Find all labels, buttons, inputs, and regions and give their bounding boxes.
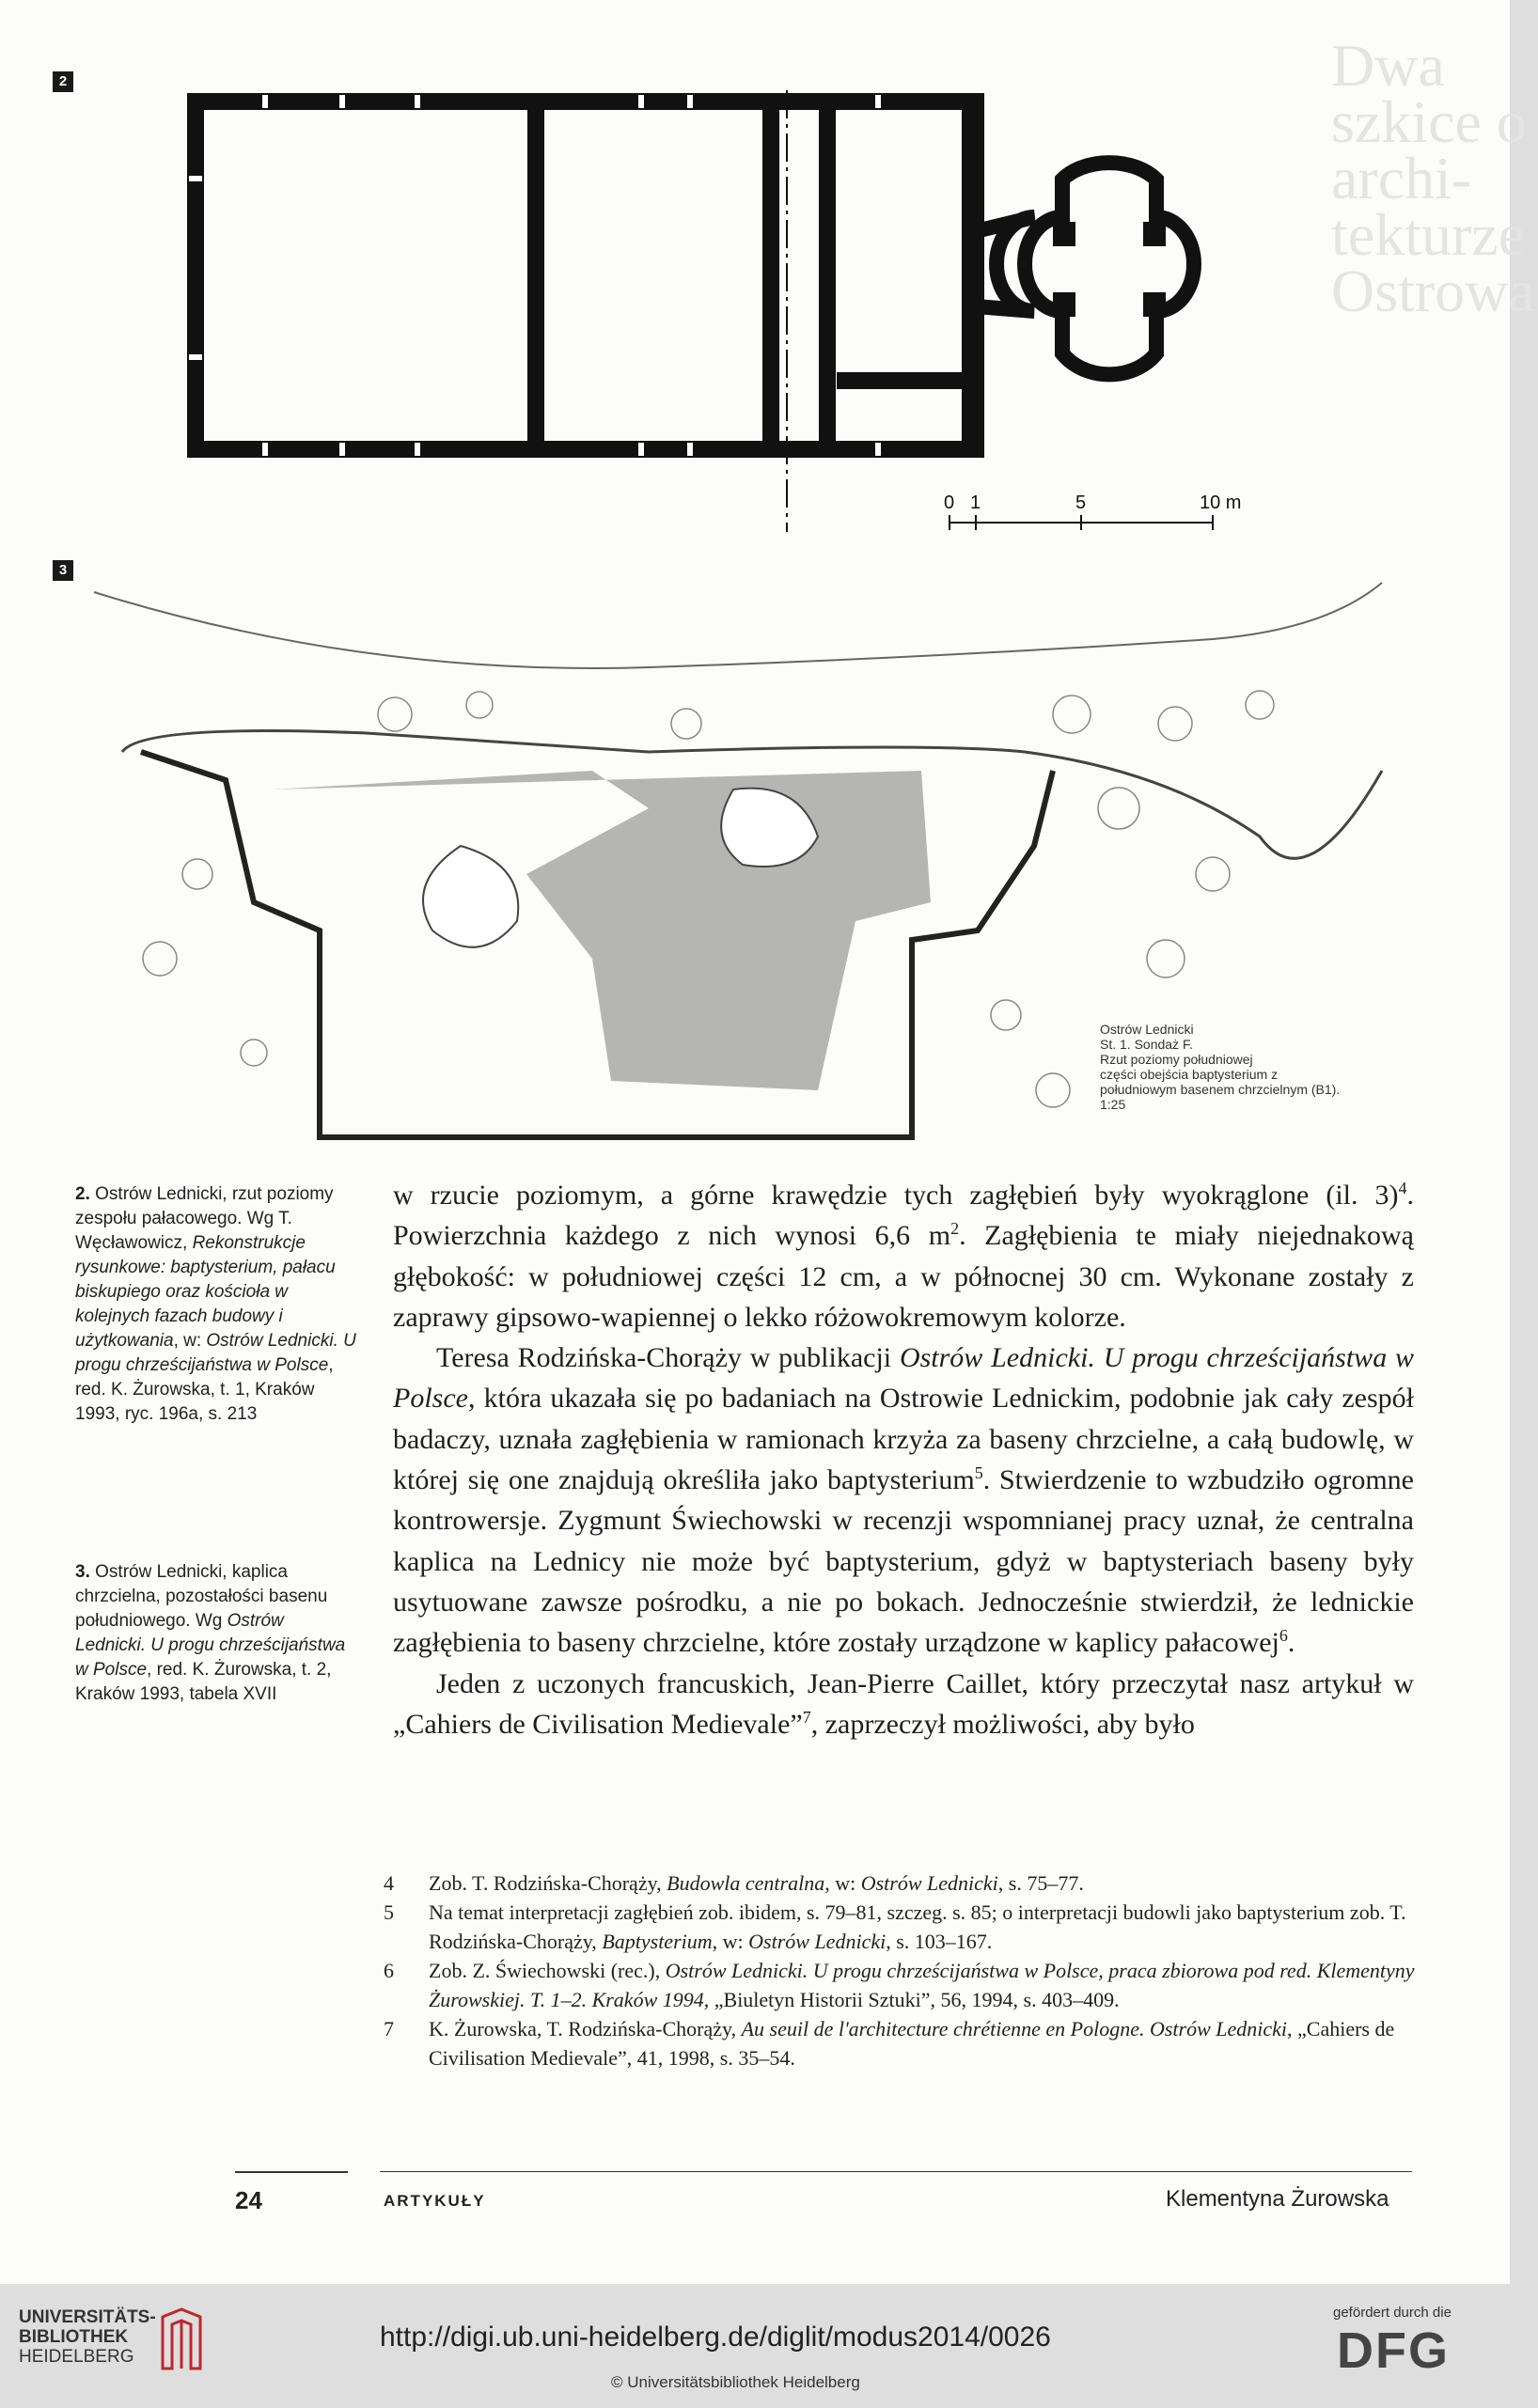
footer-rule: [380, 2171, 1412, 2172]
caption-text: , red. K. Żurowska, t. 2, Kraków 1993, tabela XVII: [75, 1660, 332, 1704]
footnotes: [384, 1869, 1418, 2072]
dfg-caption: gefördert durch die: [1333, 2305, 1452, 2321]
caption-figure-2: [75, 1182, 357, 1427]
footnote-5: 5 Na temat interpretacji zagłębień zob. ibidem, s. 79–81, szczeg. s. 85; o interpretacji budowli jako baptysterium zob. T. Rodzińska-Chorąży, Baptysterium, w: Ostrów Lednicki, s. 103–167.: [384, 1900, 1406, 1953]
legend-line: St. 1. Sondaż F.: [1100, 1037, 1193, 1052]
scale-label-5: 5: [1075, 493, 1087, 513]
bleed-through-text: Dwa szkice o architekturze Ostrowa: [1331, 32, 1535, 324]
library-name: UNIVERSITÄTS- BIBLIOTHEK HEIDELBERG: [19, 2307, 156, 2367]
legend-line: południowym basenem chrzcielnym (B1).: [1100, 1082, 1341, 1097]
caption-text: Ostrów Lednicki, rzut poziomy zespołu pałacowego. Wg T. Węcławowicz,: [75, 1184, 334, 1253]
caption-text: , red. K. Żurowska, t. 1, Kraków 1993, ryc. 196a, s. 213: [75, 1355, 334, 1424]
legend-line: części obejścia baptysterium z: [1100, 1067, 1279, 1082]
footnote-4: 4 Zob. T. Rodzińska-Chorąży, Budowla centralna, w: Ostrów Lednicki, s. 75–77.: [384, 1871, 1084, 1895]
figure-2-floor-plan: [179, 90, 1344, 551]
figure-3-number: 3: [53, 560, 73, 581]
caption-text: Ostrów Lednicki, kaplica chrzcielna, pozostałości basenu południowego. Wg: [75, 1562, 328, 1631]
footnote-6: 6 Zob. Z. Świechowski (rec.), Ostrów Lednicki. U progu chrześcijaństwa w Polsce, praca zbiorowa pod red. Klementyny Żurowskiej. T. 1–2. Kraków 1994, „Biuletyn Historii Sztuki”, 56, 1994, s. 403–409.: [384, 1959, 1415, 2011]
legend-line: Rzut poziomy południowej: [1100, 1052, 1253, 1067]
author-name: Klementyna Żurowska: [1166, 2186, 1389, 2212]
caption-figure-3: [75, 1560, 357, 1707]
footer-rule-left: [235, 2171, 348, 2173]
figure-3-legend: [1100, 1022, 1340, 1112]
figure-2-number: 2: [53, 71, 73, 92]
page-number: 24: [235, 2186, 262, 2214]
legend-line: Ostrów Lednicki: [1100, 1022, 1194, 1037]
legend-line: 1:25: [1100, 1097, 1126, 1112]
scale-label-0: 0: [944, 493, 955, 513]
library-logo-icon: [158, 2307, 205, 2373]
copyright: © Universitätsbibliothek Heidelberg: [611, 2373, 860, 2391]
paragraph: Jeden z uczonych francuskich, Jean-Pierre Caillet, który przeczytał nasz artykuł w „Cahiers de Civilisation Medievale”$^7$, zaprzeczył możliwości, aby było: [393, 1667, 1414, 1740]
scale-label-10: 10 m: [1200, 493, 1242, 513]
caption-italic: Ostrów Lednicki. U progu chrześcijaństwa w Polsce: [75, 1331, 356, 1375]
caption-italic: Ostrów Lednicki. U progu chrześcijaństwa w Polsce: [75, 1611, 346, 1680]
caption-italic: Rekonstrukcje rysunkowe: baptysterium, pałacu biskupiego oraz kościoła w kolejnych fazach budowy i użytkowania: [75, 1233, 336, 1351]
scale-label-1: 1: [970, 493, 981, 513]
dfg-logo: DFG: [1337, 2322, 1450, 2379]
footnote-7: 7 K. Żurowska, T. Rodzińska-Chorąży, Au seuil de l'architecture chrétienne en Pologne. Ostrów Lednicki, „Cahiers de Civilisation Medievale”, 41, 1998, s. 35–54.: [384, 2017, 1395, 2070]
article-body: [393, 1175, 1414, 1744]
paragraph: Teresa Rodzińska-Chorąży w publikacji Ostrów Lednicki. U progu chrześcijaństwa w Polsce, która ukazała się po badaniach na Ostrowie Lednickim, podobnie jak cały zespół badaczy, uznała zagłębienia w ramionach krzyża za baseny chrzcielne, a całą budowlę, w której się one znajdują określiła jako baptysterium$^5$. Stwierdzenie to wzbudziło ogromne kontrowersje. Zygmunt Świechowski w recenzji wspomnianej pracy uznał, że centralna kaplica na Lednicy nie może być baptysterium, gdyż w baptysteriach baseny były usytuowane zawsze pośrodku, a nie po bokach. Jednocześnie stwierdził, że lednickie zagłębienia to baseny chrzcielne, które zostały urządzone w kaplicy pałacowej$^6$.: [393, 1342, 1415, 1659]
caption-text: , w:: [173, 1331, 207, 1351]
caption-number: 2.: [75, 1184, 90, 1204]
paragraph: w rzucie poziomym, a górne krawędzie tych zagłębień były wyokrąglone (il. 3)$^4$. Powierzchnia każdego z nich wynosi 6,6 $m^2$. Zagłębienia te miały niejednakową głębokość: w południowej części 12 cm, a w północnej 30 cm. Wykonane zostały z zaprawy gipsowo-wapiennej o lekko różowokremowym kolorze.: [393, 1179, 1414, 1333]
caption-number: 3.: [75, 1562, 90, 1582]
permalink[interactable]: http://digi.ub.uni-heidelberg.de/diglit/modus2014/0026: [380, 2322, 1051, 2353]
section-label: ARTYKUŁY: [384, 2192, 486, 2210]
